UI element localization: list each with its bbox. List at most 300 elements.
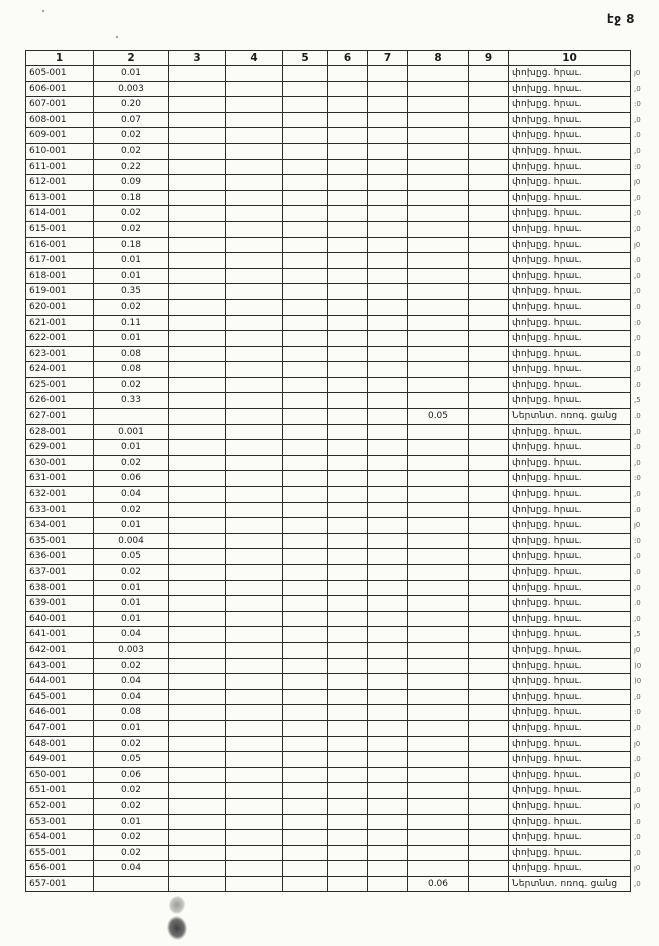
cell-col2: 0.01 <box>94 66 169 82</box>
cell-col10: փոխըց. հրաւ. <box>509 814 631 830</box>
cell-col5 <box>283 658 328 674</box>
cell-col2: 0.01 <box>94 518 169 534</box>
cell-col4 <box>226 549 283 565</box>
cell-col9 <box>469 876 509 892</box>
cell-col10: փոխըց. հրաւ. <box>509 66 631 82</box>
cell-col1: 645-001 <box>26 689 94 705</box>
cell-col9 <box>469 237 509 253</box>
cell-col3 <box>169 533 226 549</box>
margin-spacer <box>631 51 651 66</box>
cell-col8 <box>408 830 469 846</box>
cell-col4 <box>226 502 283 518</box>
cell-col9 <box>469 221 509 237</box>
cell-col8 <box>408 237 469 253</box>
table-row <box>26 830 651 846</box>
margin-mark: ,0 <box>634 84 641 93</box>
cell-col10: փոխըց. հրաւ. <box>509 752 631 768</box>
cell-col1: 633-001 <box>26 502 94 518</box>
cell-col2: 0.02 <box>94 128 169 144</box>
margin-mark: ,0 <box>634 193 641 202</box>
cell-col5 <box>283 268 328 284</box>
cell-col6 <box>328 565 368 581</box>
cell-col1: 654-001 <box>26 830 94 846</box>
table-row <box>26 206 651 222</box>
margin-mark: ,0 <box>634 224 641 233</box>
cell-col10: փոխըց. հրաւ. <box>509 720 631 736</box>
ink-smudge <box>167 894 187 916</box>
cell-col6 <box>328 705 368 721</box>
cell-col5 <box>283 284 328 300</box>
cell-col8 <box>408 689 469 705</box>
table-row <box>26 642 651 658</box>
cell-col3 <box>169 705 226 721</box>
cell-col1: 637-001 <box>26 565 94 581</box>
table-row <box>26 253 651 269</box>
scan-noise-dot <box>116 36 118 38</box>
cell-col7 <box>368 284 408 300</box>
cell-col7 <box>368 97 408 113</box>
cell-col7 <box>368 798 408 814</box>
cell-col2: 0.02 <box>94 502 169 518</box>
cell-col9 <box>469 175 509 191</box>
margin-mark: .0 <box>634 568 641 576</box>
cell-col8 <box>408 720 469 736</box>
cell-col7 <box>368 642 408 658</box>
cell-col1: 608-001 <box>26 112 94 128</box>
cell-col10: փոխըց. հրաւ. <box>509 143 631 159</box>
cell-col4 <box>226 159 283 175</box>
cell-col10: փոխըց. հրաւ. <box>509 580 631 596</box>
cell-col7 <box>368 689 408 705</box>
cell-col9 <box>469 284 509 300</box>
cell-col9 <box>469 783 509 799</box>
table-row <box>26 424 651 440</box>
cell-col10: փոխըց. հրաւ. <box>509 159 631 175</box>
cell-col10: Ներտնտ. ոռոգ. ցանց <box>509 876 631 892</box>
cell-col9 <box>469 159 509 175</box>
cell-col9 <box>469 549 509 565</box>
cell-col7 <box>368 253 408 269</box>
cell-col5 <box>283 814 328 830</box>
cell-col10: փոխըց. հրաւ. <box>509 221 631 237</box>
cell-col3 <box>169 81 226 97</box>
cell-col6 <box>328 830 368 846</box>
cell-col6 <box>328 66 368 82</box>
cell-col7 <box>368 533 408 549</box>
cell-col5 <box>283 518 328 534</box>
cell-col4 <box>226 471 283 487</box>
table-row <box>26 393 651 409</box>
cell-col6 <box>328 627 368 643</box>
cell-col10: փոխըց. հրաւ. <box>509 268 631 284</box>
cell-col6 <box>328 533 368 549</box>
cell-col1: 641-001 <box>26 627 94 643</box>
cell-col8 <box>408 798 469 814</box>
cell-col5 <box>283 331 328 347</box>
cell-col3 <box>169 112 226 128</box>
cell-col3 <box>169 190 226 206</box>
cell-col4 <box>226 221 283 237</box>
margin-mark: ;0 <box>634 209 641 218</box>
table-row <box>26 876 651 892</box>
cell-col2: 0.07 <box>94 112 169 128</box>
cell-col5 <box>283 66 328 82</box>
cell-col9 <box>469 455 509 471</box>
cell-col5 <box>283 487 328 503</box>
cell-col8 <box>408 66 469 82</box>
cell-col5 <box>283 642 328 658</box>
cell-col6 <box>328 331 368 347</box>
cell-col5 <box>283 81 328 97</box>
cell-col7 <box>368 830 408 846</box>
cell-col6 <box>328 502 368 518</box>
cell-col6 <box>328 720 368 736</box>
cell-col3 <box>169 362 226 378</box>
cell-col9 <box>469 487 509 503</box>
cell-col7 <box>368 128 408 144</box>
cell-col1: 649-001 <box>26 752 94 768</box>
table-row <box>26 159 651 175</box>
cell-col7 <box>368 767 408 783</box>
cell-col8 <box>408 221 469 237</box>
cell-col8 <box>408 533 469 549</box>
cell-col2 <box>94 876 169 892</box>
table-body <box>26 66 651 892</box>
cell-col6 <box>328 752 368 768</box>
margin-mark: ,0 <box>634 365 641 374</box>
cell-col10: փոխըց. հրաւ. <box>509 284 631 300</box>
cell-col3 <box>169 658 226 674</box>
cell-col8 <box>408 642 469 658</box>
cell-col9 <box>469 720 509 736</box>
cell-col6 <box>328 362 368 378</box>
cell-col7 <box>368 175 408 191</box>
cell-col2: 0.01 <box>94 814 169 830</box>
cell-col9 <box>469 642 509 658</box>
margin-mark: :0 <box>634 318 641 327</box>
cell-col4 <box>226 580 283 596</box>
cell-col3 <box>169 97 226 113</box>
cell-col9 <box>469 674 509 690</box>
cell-col8 <box>408 767 469 783</box>
cell-col3 <box>169 206 226 222</box>
cell-col7 <box>368 611 408 627</box>
cell-col9 <box>469 440 509 456</box>
cell-col3 <box>169 66 226 82</box>
margin-mark: .0 <box>634 755 641 764</box>
cell-col1: 652-001 <box>26 798 94 814</box>
cell-col2: 0.02 <box>94 299 169 315</box>
cell-col7 <box>368 159 408 175</box>
margin-mark: ,0 <box>634 583 641 592</box>
margin-mark: յ0 <box>634 521 641 530</box>
page-number-label: էջ 8 <box>606 12 635 26</box>
margin-mark: .0 <box>634 131 641 140</box>
cell-col6 <box>328 549 368 565</box>
cell-col9 <box>469 518 509 534</box>
column-header-1: 1 <box>26 51 94 66</box>
cell-col4 <box>226 190 283 206</box>
margin-mark: յ0 <box>634 801 641 810</box>
cell-col4 <box>226 487 283 503</box>
cell-col7 <box>368 487 408 503</box>
cell-col2: 0.08 <box>94 346 169 362</box>
table-row <box>26 627 651 643</box>
cell-col1: 622-001 <box>26 331 94 347</box>
cell-col7 <box>368 268 408 284</box>
column-header-10: 10 <box>509 51 631 66</box>
cell-col7 <box>368 627 408 643</box>
cell-col1: 632-001 <box>26 487 94 503</box>
cell-col3 <box>169 845 226 861</box>
cell-col3 <box>169 720 226 736</box>
margin-mark: :0 <box>634 100 641 109</box>
cell-col8 <box>408 315 469 331</box>
cell-col3 <box>169 611 226 627</box>
margin-mark: ,0 <box>634 458 641 467</box>
margin-mark: :0 <box>634 162 641 171</box>
cell-col10: փոխըց. հրաւ. <box>509 783 631 799</box>
cell-col9 <box>469 143 509 159</box>
cell-col1: 624-001 <box>26 362 94 378</box>
cell-col8 <box>408 284 469 300</box>
cell-col8 <box>408 268 469 284</box>
cell-col9 <box>469 533 509 549</box>
cell-col1: 634-001 <box>26 518 94 534</box>
cell-col7 <box>368 845 408 861</box>
cell-col4 <box>226 346 283 362</box>
cell-col10: փոխըց. հրաւ. <box>509 736 631 752</box>
cell-col4 <box>226 112 283 128</box>
margin-mark: յ0 <box>634 240 641 249</box>
cell-col5 <box>283 206 328 222</box>
cell-col4 <box>226 752 283 768</box>
cell-col1: 614-001 <box>26 206 94 222</box>
margin-mark: .0 <box>634 817 641 826</box>
cell-col5 <box>283 299 328 315</box>
cell-col6 <box>328 798 368 814</box>
margin-mark: ,0 <box>634 723 641 732</box>
cell-col2: 0.08 <box>94 362 169 378</box>
cell-col9 <box>469 66 509 82</box>
scan-noise-dot <box>42 10 44 12</box>
ink-smudge <box>165 915 188 942</box>
cell-col7 <box>368 455 408 471</box>
cell-col3 <box>169 128 226 144</box>
cell-col8 <box>408 299 469 315</box>
table-row <box>26 487 651 503</box>
cell-col4 <box>226 658 283 674</box>
margin-mark: ,0 <box>634 146 641 155</box>
cell-col9 <box>469 798 509 814</box>
cell-col10: փոխըց. հրաւ. <box>509 798 631 814</box>
cell-col8 <box>408 159 469 175</box>
cell-col10: փոխըց. հրաւ. <box>509 440 631 456</box>
cell-col7 <box>368 112 408 128</box>
table-row <box>26 66 651 82</box>
cell-col4 <box>226 253 283 269</box>
table-row <box>26 362 651 378</box>
cell-col9 <box>469 580 509 596</box>
cell-col2: 0.02 <box>94 736 169 752</box>
cell-col4 <box>226 362 283 378</box>
cell-col9 <box>469 331 509 347</box>
cell-col9 <box>469 253 509 269</box>
cell-col6 <box>328 861 368 877</box>
margin-mark: ,0 <box>634 490 641 499</box>
cell-col10: փոխըց. հրաւ. <box>509 377 631 393</box>
cell-col9 <box>469 81 509 97</box>
cell-col7 <box>368 143 408 159</box>
margin-mark: յ0 <box>634 770 641 779</box>
cell-col8 <box>408 190 469 206</box>
cell-col5 <box>283 705 328 721</box>
cell-col9 <box>469 97 509 113</box>
cell-col5 <box>283 627 328 643</box>
cell-col4 <box>226 424 283 440</box>
cell-col8 <box>408 362 469 378</box>
cell-col10: փոխըց. հրաւ. <box>509 97 631 113</box>
cell-col9 <box>469 377 509 393</box>
cell-col6 <box>328 221 368 237</box>
cell-col10: փոխըց. հրաւ. <box>509 611 631 627</box>
table-row <box>26 143 651 159</box>
table-row <box>26 81 651 97</box>
cell-col8 <box>408 596 469 612</box>
cell-col8 <box>408 845 469 861</box>
cell-col1: 605-001 <box>26 66 94 82</box>
cell-col10: փոխըց. հրաւ. <box>509 533 631 549</box>
cell-col8 <box>408 487 469 503</box>
cell-col8 <box>408 253 469 269</box>
cell-col5 <box>283 752 328 768</box>
cell-col10: փոխըց. հրաւ. <box>509 206 631 222</box>
cell-col4 <box>226 268 283 284</box>
margin-mark: .0 <box>634 412 641 421</box>
cell-col8 <box>408 674 469 690</box>
cell-col3 <box>169 502 226 518</box>
cell-col7 <box>368 565 408 581</box>
cell-col7 <box>368 658 408 674</box>
table-row <box>26 112 651 128</box>
cell-col5 <box>283 377 328 393</box>
margin-mark: ,0 <box>634 833 641 842</box>
cell-col8 <box>408 440 469 456</box>
cell-col8 <box>408 97 469 113</box>
table-row <box>26 315 651 331</box>
cell-col9 <box>469 845 509 861</box>
cell-col6 <box>328 175 368 191</box>
cell-col1: 626-001 <box>26 393 94 409</box>
margin-mark: )0 <box>634 661 642 670</box>
cell-col2: 0.02 <box>94 830 169 846</box>
cell-col6 <box>328 689 368 705</box>
cell-col1: 642-001 <box>26 642 94 658</box>
column-header-2: 2 <box>94 51 169 66</box>
cell-col6 <box>328 128 368 144</box>
cell-col6 <box>328 237 368 253</box>
cell-col6 <box>328 268 368 284</box>
cell-col7 <box>368 440 408 456</box>
margin-mark: ,0 <box>634 879 641 888</box>
cell-col10: փոխըց. հրաւ. <box>509 689 631 705</box>
margin-mark: ,0 <box>634 552 641 561</box>
cell-col7 <box>368 705 408 721</box>
cell-col5 <box>283 830 328 846</box>
cell-col8 <box>408 346 469 362</box>
cell-col10: փոխըց. հրաւ. <box>509 565 631 581</box>
cell-col9 <box>469 814 509 830</box>
cell-col6 <box>328 814 368 830</box>
cell-col8 <box>408 81 469 97</box>
cell-col2 <box>94 409 169 425</box>
table-row <box>26 845 651 861</box>
cell-col1: 612-001 <box>26 175 94 191</box>
cell-col4 <box>226 814 283 830</box>
cell-col4 <box>226 705 283 721</box>
cell-col9 <box>469 752 509 768</box>
cell-col4 <box>226 206 283 222</box>
margin-mark: ,5 <box>634 396 641 405</box>
cell-col8 <box>408 112 469 128</box>
cell-col2: 0.01 <box>94 611 169 627</box>
cell-col2: 0.01 <box>94 331 169 347</box>
cell-col10: փոխըց. հրաւ. <box>509 471 631 487</box>
cell-col7 <box>368 518 408 534</box>
cell-col3 <box>169 253 226 269</box>
table-row <box>26 720 651 736</box>
cell-col5 <box>283 783 328 799</box>
cell-col2: 0.02 <box>94 565 169 581</box>
table-row <box>26 565 651 581</box>
cell-col4 <box>226 565 283 581</box>
cell-col7 <box>368 736 408 752</box>
cell-col10: փոխըց. հրաւ. <box>509 705 631 721</box>
cell-col10: փոխըց. հրաւ. <box>509 393 631 409</box>
cell-col6 <box>328 783 368 799</box>
cell-col2: 0.02 <box>94 377 169 393</box>
cell-col1: 627-001 <box>26 409 94 425</box>
cell-col4 <box>226 143 283 159</box>
cell-col7 <box>368 81 408 97</box>
cell-col2: 0.02 <box>94 143 169 159</box>
cell-col4 <box>226 596 283 612</box>
cell-col10: փոխըց. հրաւ. <box>509 315 631 331</box>
cell-col4 <box>226 533 283 549</box>
cell-col10: փոխըց. հրաւ. <box>509 455 631 471</box>
cell-col6 <box>328 845 368 861</box>
cell-col2: 0.02 <box>94 783 169 799</box>
cell-col10: փոխըց. հրաւ. <box>509 674 631 690</box>
cell-col7 <box>368 752 408 768</box>
cell-col9 <box>469 424 509 440</box>
cell-col9 <box>469 502 509 518</box>
cell-col6 <box>328 642 368 658</box>
cell-col5 <box>283 175 328 191</box>
cell-col2: 0.01 <box>94 268 169 284</box>
cell-col2: 0.01 <box>94 253 169 269</box>
cell-col9 <box>469 471 509 487</box>
cell-col2: 0.06 <box>94 471 169 487</box>
table-row <box>26 752 651 768</box>
cell-col8: 0.05 <box>408 409 469 425</box>
cell-col10: փոխըց. հրաւ. <box>509 362 631 378</box>
table-row <box>26 767 651 783</box>
cell-col1: 639-001 <box>26 596 94 612</box>
cell-col1: 617-001 <box>26 253 94 269</box>
cell-col2: 0.02 <box>94 455 169 471</box>
cell-col2: 0.01 <box>94 440 169 456</box>
